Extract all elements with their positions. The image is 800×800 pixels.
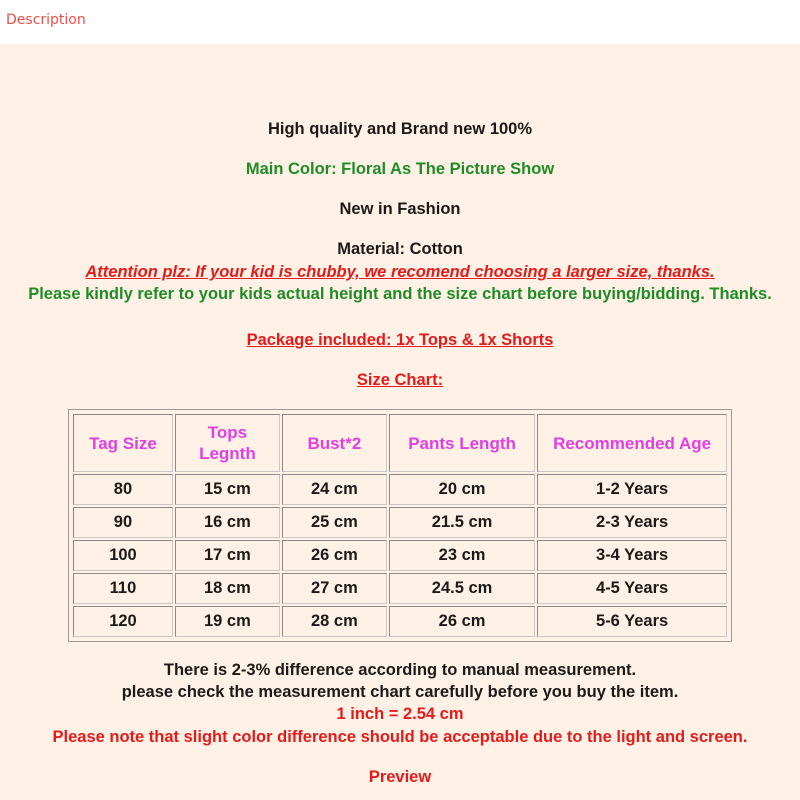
fashion-line: New in Fashion bbox=[339, 200, 461, 218]
cell-age: 4-5 Years bbox=[537, 573, 727, 604]
cell-pants-length: 20 cm bbox=[389, 474, 535, 505]
material-line: Material: Cotton bbox=[337, 240, 463, 258]
cell-tops-length: 18 cm bbox=[175, 573, 280, 604]
header-recommended-age: Recommended Age bbox=[537, 414, 727, 472]
header-bust: Bust*2 bbox=[282, 414, 387, 472]
header-tops-length bbox=[175, 414, 280, 472]
table-row bbox=[73, 474, 727, 505]
refer-line: Please kindly refer to your kids actual height and the size chart before buying/bidding. Thanks. bbox=[28, 285, 772, 303]
tab-bar bbox=[0, 0, 800, 42]
color-difference-note: Please note that slight color difference should be acceptable due to the light and screen. bbox=[52, 728, 748, 746]
header-tag-size: Tag Size bbox=[73, 414, 173, 472]
preview-heading: Preview bbox=[368, 768, 432, 786]
cell-tops-length: 15 cm bbox=[175, 474, 280, 505]
attention-line: Attention plz: If your kid is chubby, we recomend choosing a larger size, thanks. bbox=[85, 263, 715, 281]
cell-pants-length: 26 cm bbox=[389, 606, 535, 637]
cell-tag-size: 100 bbox=[73, 540, 173, 571]
cell-bust: 26 cm bbox=[282, 540, 387, 571]
size-chart-table bbox=[68, 409, 732, 642]
cell-pants-length: 21.5 cm bbox=[389, 507, 535, 538]
quality-line: High quality and Brand new 100% bbox=[267, 120, 533, 138]
cell-age: 1-2 Years bbox=[537, 474, 727, 505]
cell-bust: 24 cm bbox=[282, 474, 387, 505]
cell-tag-size: 90 bbox=[73, 507, 173, 538]
table-row bbox=[73, 507, 727, 538]
header-pants-length: Pants Length bbox=[389, 414, 535, 472]
check-chart-note: please check the measurement chart carefully before you buy the item. bbox=[121, 683, 679, 701]
cell-tops-length: 16 cm bbox=[175, 507, 280, 538]
header-tops-line2: Legnth bbox=[199, 444, 256, 463]
cell-tops-length: 19 cm bbox=[175, 606, 280, 637]
measurement-note: There is 2-3% difference according to manual measurement. bbox=[163, 661, 637, 679]
cell-tag-size: 110 bbox=[73, 573, 173, 604]
table-row bbox=[73, 606, 727, 637]
table-row bbox=[73, 540, 727, 571]
cell-bust: 25 cm bbox=[282, 507, 387, 538]
package-line: Package included: 1x Tops & 1x Shorts bbox=[246, 331, 554, 349]
cell-bust: 27 cm bbox=[282, 573, 387, 604]
cell-age: 3-4 Years bbox=[537, 540, 727, 571]
cell-tag-size: 80 bbox=[73, 474, 173, 505]
cell-pants-length: 23 cm bbox=[389, 540, 535, 571]
header-tops-line1: Tops bbox=[207, 423, 248, 442]
main-color-line: Main Color: Floral As The Picture Show bbox=[245, 160, 555, 178]
cell-age: 5-6 Years bbox=[537, 606, 727, 637]
size-chart-title: Size Chart: bbox=[356, 371, 444, 389]
tab-description[interactable]: Description bbox=[6, 12, 86, 28]
cell-tag-size: 120 bbox=[73, 606, 173, 637]
cell-bust: 28 cm bbox=[282, 606, 387, 637]
cell-age: 2-3 Years bbox=[537, 507, 727, 538]
cell-tops-length: 17 cm bbox=[175, 540, 280, 571]
table-header-row bbox=[73, 414, 727, 472]
table-row bbox=[73, 573, 727, 604]
cell-pants-length: 24.5 cm bbox=[389, 573, 535, 604]
inch-conversion: 1 inch = 2.54 cm bbox=[336, 705, 464, 723]
